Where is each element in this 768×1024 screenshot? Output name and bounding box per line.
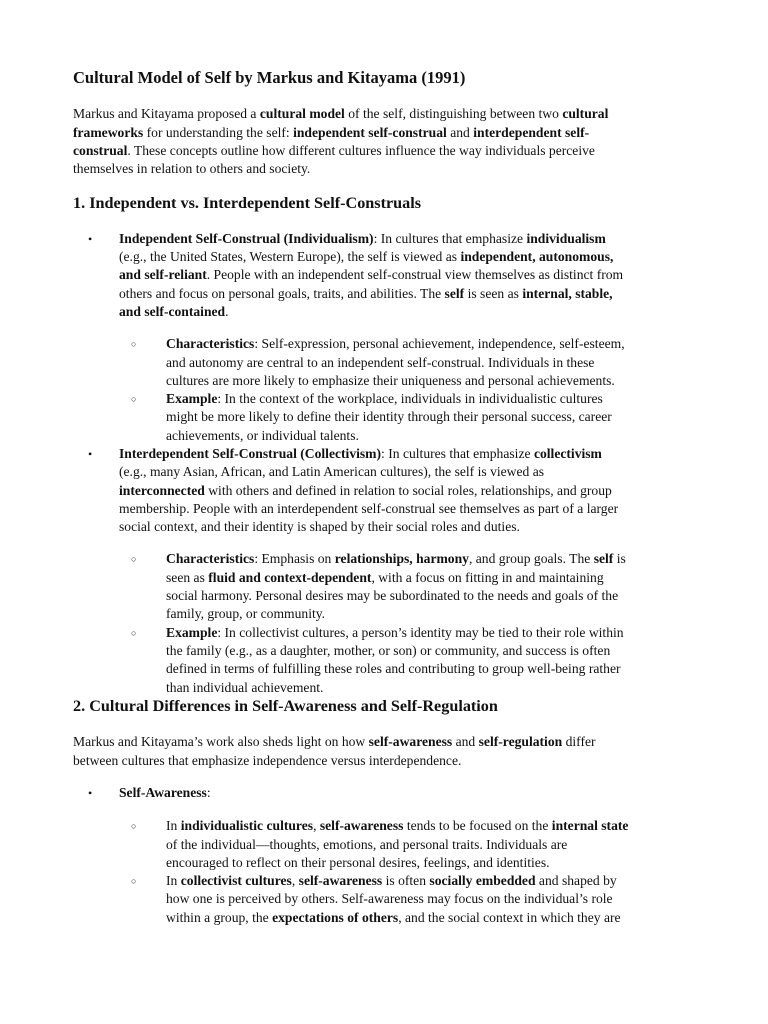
text-run: themselves in relation to others and society. <box>73 161 311 176</box>
sub-bullet-marker: ○ <box>131 876 137 886</box>
text-line <box>166 891 613 907</box>
text-run: (e.g., the United States, Western Europe), the self is viewed as <box>119 249 461 264</box>
text-run: : In cultures that emphasize <box>381 446 534 461</box>
bold-text-run: Example <box>166 391 218 406</box>
text-line <box>73 734 596 750</box>
text-line <box>119 483 612 499</box>
bold-text-run: internal, stable, <box>522 286 613 301</box>
sub-bullet-marker: ○ <box>131 554 137 564</box>
text-line <box>166 409 612 425</box>
text-run: of the individual—thoughts, emotions, and personal traits. Individuals are <box>166 837 568 852</box>
bold-text-run: collectivism <box>533 446 602 461</box>
bold-text-run: expectations of others <box>272 910 399 925</box>
text-line <box>73 125 589 141</box>
text-run: how one is perceived by others. Self-awareness may focus on the individual’s role <box>166 891 613 906</box>
text-run: . <box>225 304 229 319</box>
text-line <box>166 873 617 889</box>
text-run: tends to be focused on the <box>403 818 552 833</box>
bold-text-run: self <box>593 551 614 566</box>
text-run: encouraged to reflect on their personal desires, feelings, and identities. <box>166 855 550 870</box>
text-run: , and the social context in which they are <box>398 910 621 925</box>
text-run: social harmony. Personal desires may be subordinated to the needs and goals of the <box>166 588 619 603</box>
text-line <box>166 355 594 371</box>
text-line <box>166 391 603 407</box>
text-run: In <box>166 818 181 833</box>
text-run: seen as <box>166 570 209 585</box>
text-run: , and group goals. The <box>468 551 594 566</box>
bold-text-run: interdependent self- <box>473 125 590 140</box>
bold-text-run: Example <box>166 625 218 640</box>
text-line <box>166 336 625 352</box>
text-run: : Self-expression, personal achievement, independence, self-esteem, <box>254 336 625 351</box>
bold-text-run: and self-contained <box>119 304 226 319</box>
text-run: others and focus on personal goals, traits, and abilities. The <box>119 286 445 301</box>
sub-bullet-marker: ○ <box>131 821 137 831</box>
document-title: Cultural Model of Self by Markus and Kitayama (1991) <box>73 68 466 87</box>
bold-text-run: cultural model <box>259 106 345 121</box>
sub-bullet-marker: ○ <box>131 628 137 638</box>
bold-text-run: cultural <box>562 106 609 121</box>
text-line <box>166 428 359 444</box>
text-run: of the self, distinguishing between two <box>344 106 563 121</box>
text-line <box>166 837 567 853</box>
sub-bullet-marker: ○ <box>131 394 137 404</box>
text-run: cultures are more likely to emphasize their uniqueness and personal achievements. <box>166 373 615 388</box>
bold-text-run: Self-Awareness <box>119 785 207 800</box>
text-line <box>119 785 211 801</box>
text-run: Markus and Kitayama proposed a <box>73 106 260 121</box>
bold-text-run: and self-reliant <box>119 267 207 282</box>
text-run: and <box>446 125 474 140</box>
sub-bullet-marker: ○ <box>131 339 137 349</box>
bold-text-run: interconnected <box>119 483 205 498</box>
text-run: between cultures that emphasize independence versus interdependence. <box>73 753 462 768</box>
bold-text-run: independent self-construal <box>293 125 447 140</box>
bold-text-run: independent, autonomous, <box>460 249 614 264</box>
bold-text-run: Interdependent Self-Construal (Collectivism) <box>119 446 382 461</box>
text-run: within a group, the <box>166 910 273 925</box>
bold-text-run: individualistic cultures <box>180 818 314 833</box>
text-run: , <box>291 873 299 888</box>
text-run: for understanding the self: <box>143 125 294 140</box>
bold-text-run: self-awareness <box>319 818 404 833</box>
text-run: the family (e.g., as a daughter, mother, or son) or community, and success is often <box>166 643 611 658</box>
text-run: Markus and Kitayama’s work also sheds light on how <box>73 734 369 749</box>
text-line <box>166 551 626 567</box>
text-run: and autonomy are central to an independent self-construal. Individuals in these <box>166 355 595 370</box>
bold-text-run: self <box>444 286 465 301</box>
text-line <box>166 588 618 604</box>
text-run: might be more likely to define their identity through their personal success, career <box>166 409 612 424</box>
text-run: is seen as <box>464 286 523 301</box>
text-line <box>166 855 550 871</box>
text-run: family, group, or community. <box>166 606 326 621</box>
section-heading: 2. Cultural Differences in Self-Awareness and Self-Regulation <box>73 697 498 715</box>
text-run: than individual achievement. <box>166 680 324 695</box>
text-line <box>166 625 624 641</box>
text-run: , with a focus on fitting in and maintaining <box>371 570 604 585</box>
text-run: membership. People with an interdependent self-construal see themselves as part of a larger <box>119 501 619 516</box>
text-run: differ <box>562 734 596 749</box>
text-run: achievements, or individual talents. <box>166 428 359 443</box>
text-line <box>166 373 615 389</box>
text-run: defined in terms of fulfilling these roles and contributing to group well-being rather <box>166 661 621 676</box>
text-run: : Emphasis on <box>254 551 335 566</box>
text-line <box>119 501 618 517</box>
bullet-marker: • <box>88 447 93 461</box>
text-line <box>73 161 310 177</box>
bold-text-run: Characteristics <box>166 336 255 351</box>
text-run: : In collectivist cultures, a person’s identity may be tied to their role within <box>217 625 624 640</box>
text-run: with others and defined in relation to social roles, relationships, and group <box>204 483 612 498</box>
text-line <box>119 446 602 462</box>
bold-text-run: collectivist cultures <box>180 873 292 888</box>
text-line <box>119 519 520 535</box>
text-line <box>119 464 544 480</box>
bold-text-run: self-awareness <box>298 873 383 888</box>
text-run: . These concepts outline how different cultures influence the way individuals perceive <box>127 143 595 158</box>
bullet-marker: • <box>88 786 93 800</box>
bold-text-run: internal state <box>551 818 629 833</box>
text-line <box>166 910 621 926</box>
bullet-marker: • <box>88 232 93 246</box>
text-line <box>119 304 229 320</box>
text-run: : In the context of the workplace, individuals in individualistic cultures <box>217 391 603 406</box>
bold-text-run: frameworks <box>73 125 144 140</box>
text-run: , <box>313 818 320 833</box>
text-line <box>166 680 323 696</box>
text-line <box>119 231 606 247</box>
bold-text-run: fluid and context-dependent <box>208 570 372 585</box>
text-run: In <box>166 873 181 888</box>
text-run: and <box>452 734 479 749</box>
bold-text-run: relationships, harmony <box>334 551 469 566</box>
text-line <box>119 267 623 283</box>
bold-text-run: socially embedded <box>429 873 536 888</box>
text-run: (e.g., many Asian, African, and Latin American cultures), the self is viewed as <box>119 464 545 479</box>
text-line <box>119 286 613 302</box>
bold-text-run: Independent Self-Construal (Individualism) <box>119 231 374 246</box>
bold-text-run: self-regulation <box>478 734 563 749</box>
text-run: . People with an independent self-construal view themselves as distinct from <box>206 267 624 282</box>
text-line <box>73 106 608 122</box>
text-line <box>166 606 325 622</box>
text-line <box>73 753 461 769</box>
bold-text-run: construal <box>73 143 128 158</box>
text-run: and shaped by <box>535 873 617 888</box>
text-run: social context, and their identity is shaped by their social roles and duties. <box>119 519 520 534</box>
text-run: : In cultures that emphasize <box>373 231 527 246</box>
text-line <box>166 570 604 586</box>
text-line <box>166 661 621 677</box>
text-run: : <box>206 785 211 800</box>
bold-text-run: individualism <box>526 231 606 246</box>
text-line <box>166 818 628 834</box>
section-heading: 1. Independent vs. Interdependent Self-Construals <box>73 194 422 212</box>
text-line <box>119 249 613 265</box>
text-line <box>166 643 610 659</box>
bold-text-run: Characteristics <box>166 551 255 566</box>
text-run: is often <box>382 873 430 888</box>
bold-text-run: self-awareness <box>368 734 453 749</box>
text-line <box>73 143 595 159</box>
text-run: is <box>613 551 626 566</box>
